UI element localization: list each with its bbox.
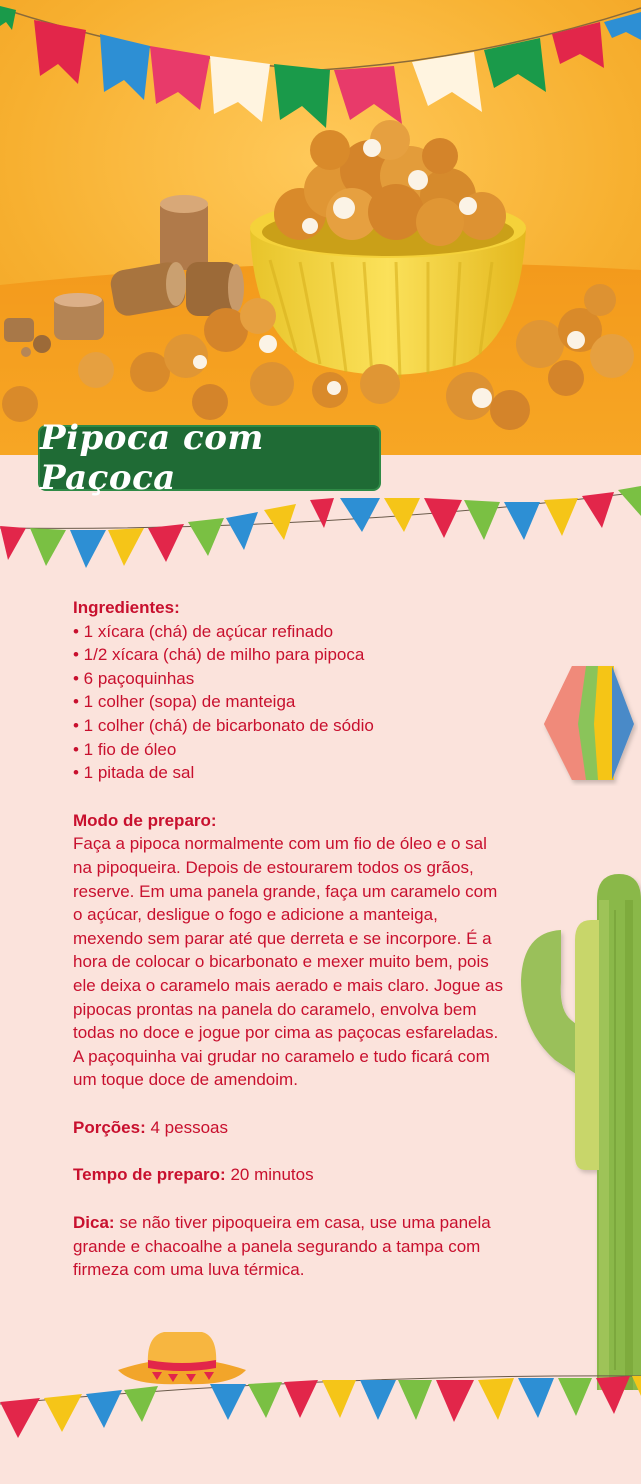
ingredient-item: • 1 colher (chá) de bicarbonato de sódio bbox=[73, 715, 374, 735]
middle-bunting bbox=[0, 470, 641, 580]
ingredients-list bbox=[73, 620, 503, 785]
cactus-icon bbox=[515, 870, 641, 1390]
straw-hat-icon bbox=[112, 1328, 252, 1392]
ingredient-item: • 1/2 xícara (chá) de milho para pipoca bbox=[73, 645, 365, 665]
ingredients-heading: Ingredientes: bbox=[73, 598, 180, 617]
prep-time-line bbox=[73, 1163, 503, 1187]
ingredients-section bbox=[73, 596, 503, 785]
prep-time-label: Tempo de preparo: bbox=[73, 1165, 226, 1185]
ingredient-item: • 1 xícara (chá) de açúcar refinado bbox=[73, 621, 334, 641]
method-section bbox=[73, 809, 503, 1092]
bottom-bunting bbox=[0, 1360, 641, 1484]
lantern-icon bbox=[542, 662, 638, 786]
tip-text: se não tiver pipoqueira em casa, use uma panela grande e chacoalhe a panela segurando a tampa com firmeza com uma luva térmica. bbox=[73, 1213, 491, 1280]
recipe-content bbox=[73, 596, 503, 1282]
ingredient-item: • 1 fio de óleo bbox=[73, 739, 177, 759]
tip-line bbox=[73, 1211, 503, 1282]
method-text: Faça a pipoca normalmente com um fio de óleo e o sal na pipoqueira. Depois de estourarem todos os grãos, reserve. Em uma panela grande, faça um caramelo com o açúcar, desligue o fogo e adicione a manteiga, mexendo sem parar até que derreta e se incorpore. É a hora de colocar o bicarbonato e mexer muito bem, pois ele deixa o caramelo mais aerado e mais claro. Jogue as pipocas prontas na panela do caramelo, envolva bem todas no doce e jogue por cima as paçocas esfareladas. A paçoquinha vai grudar no caramelo e tudo ficará com um toque doce de amendoim. bbox=[73, 834, 503, 1090]
ingredient-item: • 6 paçoquinhas bbox=[73, 668, 195, 688]
method-heading: Modo de preparo: bbox=[73, 810, 217, 830]
recipe-title: Pipoca com Paçoca bbox=[40, 418, 264, 498]
hero-photo bbox=[0, 0, 641, 455]
prep-time-value: 20 minutos bbox=[230, 1165, 314, 1185]
ingredient-item: • 1 colher (sopa) de manteiga bbox=[73, 692, 296, 712]
ingredient-item: • 1 pitada de sal bbox=[73, 763, 195, 783]
servings-label: Porções: bbox=[73, 1117, 146, 1137]
tip-label: Dica: bbox=[73, 1213, 115, 1233]
servings-line bbox=[73, 1116, 503, 1140]
servings-value: 4 pessoas bbox=[150, 1117, 228, 1137]
